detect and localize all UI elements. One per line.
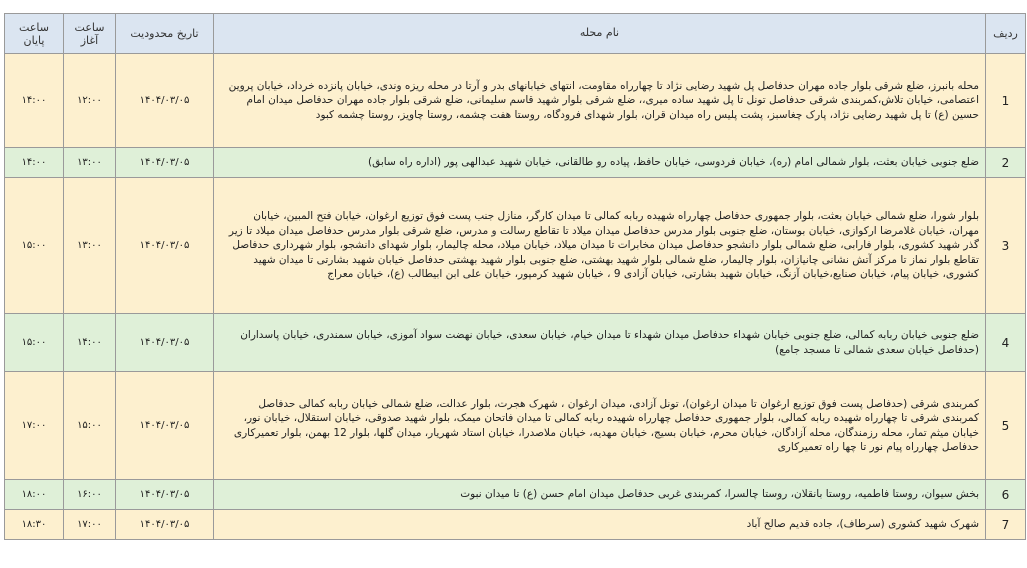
- cell-start: ۱۵:۰۰: [64, 372, 116, 480]
- cell-start: ۱۴:۰۰: [64, 314, 116, 372]
- cell-radif: 7: [986, 510, 1026, 540]
- cell-name: بلوار شورا، ضلع شمالی خیابان بعثت، بلوار جمهوری حدفاصل چهارراه شهیده ربابه کمالی تا میدان کارگر، منازل جنب پست فوق توزیع ارغوان، خیابان فتح المبین، خیابان مهران، خیابان غلامرضا ارکوازی، خیابان بوستان، ضلع جنوبی بلوار مدرس حدفاصل میدان میلاد تا تقاطع رسالت و مدرس، ضلع شرقی بلوار مدرس حدفاصل میدان میلاد تا زیر گذر شهید کشوری، بلوار فارابی، ضلع شمالی بلوار دانشجو حدفاصل میدان مخابرات تا میدان میلاد، خیابان میلاد، محله چالیمار، بلوار شهدای دانشجو، بلوار شهرداری حدفاصل تقاطع بلوار نماز تا مرکز آتش نشانی چانیازان، بلوار چالیمار، ضلع شمالی بلوار شهید بهشتی، ضلع جنوبی بلوار شهید بهشتی حدفاصل خیابان شهید بشارتی تا میدان شهید کشوری، خیابان پیام، خیابان صنایع،خیابان آزنگ، خیابان شهید بشارتی، خیابان آزادی 9 ، خیابان شهید کرمپور، خیابان علی ابن ابیطالب (ع)، خیابان معراج: [214, 178, 986, 314]
- cell-date: ۱۴۰۴/۰۳/۰۵: [116, 314, 214, 372]
- cell-date: ۱۴۰۴/۰۳/۰۵: [116, 480, 214, 510]
- table-row: [5, 372, 1026, 480]
- table-row: [5, 148, 1026, 178]
- cell-end: ۱۵:۰۰: [5, 314, 64, 372]
- cell-name: محله بانبرز، ضلع شرقی بلوار جاده مهران حدفاصل پل شهید رضایی نژاد تا چهارراه مقاومت، انتهای خیابانهای بدر و آرتا در محله ریزه وندی، خیابان پانزده خرداد، خیابان پروین اعتصامی، خیابان تلاش،کمربندی شرقی حدفاصل تونل تا پل شهید ساده میری،، ضلع شرقی بلوار شهید قاسم سلیمانی، ضلع شرقی بلوار جاده مهران حدفاصل میدان امام حسین (ع) تا پل شهید رضایی نژاد، پارک چغاسبز، پشت پلیس راه میدان قران، بلوار شهدای فرودگاه، روستا هفت چشمه، روستا چاویز، روستا چشمه کبود: [214, 54, 986, 148]
- cell-name: کمربندی شرقی (حدفاصل پست فوق توزیع ارغوان تا میدان ارغوان)، تونل آزادی، میدان ارغوان ، شهرک هجرت، بلوار عدالت، ضلع شمالی خیابان ربابه کمالی حدفاصل کمربندی شرقی تا چهارراه شهیده ربابه کمالی، بلوار جمهوری حدفاصل چهارراه شهیده ربابه کمالی تا میدان فاتحان میمک، بلوار شهید صدوقی، خیابان استقلال، خیابان نور، خیابان میثم تمار، محله رزمندگان، محله آزادگان، خیابان محرم، خیابان بسیج، خیابان مهدیه، خیابان ملاصدرا، خیابان استاد شهریار، میدان گلها، بلوار 12 بهمن، بلوار تعمیرکاری حدفاصل چهارراه پیام نور تا چها راه تعمیرکاری: [214, 372, 986, 480]
- cell-start: ۱۷:۰۰: [64, 510, 116, 540]
- cell-name: بخش سیوان، روستا فاطمیه، روستا بانقلان، روستا چالسرا، کمربندی غربی حدفاصل میدان امام حسن (ع) تا میدان نبوت: [214, 480, 986, 510]
- cell-radif: 2: [986, 148, 1026, 178]
- cell-radif: 3: [986, 178, 1026, 314]
- cell-name: ضلع جنوبی خیابان بعثت، بلوار شمالی امام (ره)، خیابان فردوسی، خیابان حافظ، پیاده رو طالقانی، خیابان شهید عبدالهی پور (اداره راه سابق): [214, 148, 986, 178]
- header-end: ساعت پایان: [5, 14, 64, 54]
- cell-end: ۱۷:۰۰: [5, 372, 64, 480]
- cell-date: ۱۴۰۴/۰۳/۰۵: [116, 372, 214, 480]
- cell-end: ۱۸:۳۰: [5, 510, 64, 540]
- table-row: [5, 510, 1026, 540]
- cell-name: ضلع جنوبی خیابان ربابه کمالی، ضلع جنوبی خیابان شهداء حدفاصل میدان شهداء تا میدان خیام، خیابان سعدی، خیابان نهضت سواد آموزی، خیابان سمندری، خیابان پاسداران (حدفاصل خیابان سعدی شمالی تا مسجد جامع): [214, 314, 986, 372]
- header-name: نام محله: [214, 14, 986, 54]
- cell-date: ۱۴۰۴/۰۳/۰۵: [116, 510, 214, 540]
- cell-end: ۱۴:۰۰: [5, 148, 64, 178]
- cell-radif: 5: [986, 372, 1026, 480]
- header-start: ساعت آغاز: [64, 14, 116, 54]
- outage-schedule-table: [4, 13, 1026, 540]
- cell-start: ۱۶:۰۰: [64, 480, 116, 510]
- cell-start: ۱۳:۰۰: [64, 148, 116, 178]
- cell-date: ۱۴۰۴/۰۳/۰۵: [116, 178, 214, 314]
- cell-name: شهرک شهید کشوری (سرطاف)، جاده قدیم صالح آباد: [214, 510, 986, 540]
- cell-start: ۱۲:۰۰: [64, 54, 116, 148]
- cell-radif: 1: [986, 54, 1026, 148]
- cell-date: ۱۴۰۴/۰۳/۰۵: [116, 54, 214, 148]
- cell-end: ۱۵:۰۰: [5, 178, 64, 314]
- table-row: [5, 54, 1026, 148]
- cell-start: ۱۳:۰۰: [64, 178, 116, 314]
- table-row: [5, 178, 1026, 314]
- cell-date: ۱۴۰۴/۰۳/۰۵: [116, 148, 214, 178]
- header-date: تاریخ محدودیت: [116, 14, 214, 54]
- table-row: [5, 480, 1026, 510]
- cell-radif: 6: [986, 480, 1026, 510]
- cell-end: ۱۸:۰۰: [5, 480, 64, 510]
- cell-radif: 4: [986, 314, 1026, 372]
- header-radif: ردیف: [986, 14, 1026, 54]
- cell-end: ۱۴:۰۰: [5, 54, 64, 148]
- table-row: [5, 314, 1026, 372]
- header-row: [5, 14, 1026, 54]
